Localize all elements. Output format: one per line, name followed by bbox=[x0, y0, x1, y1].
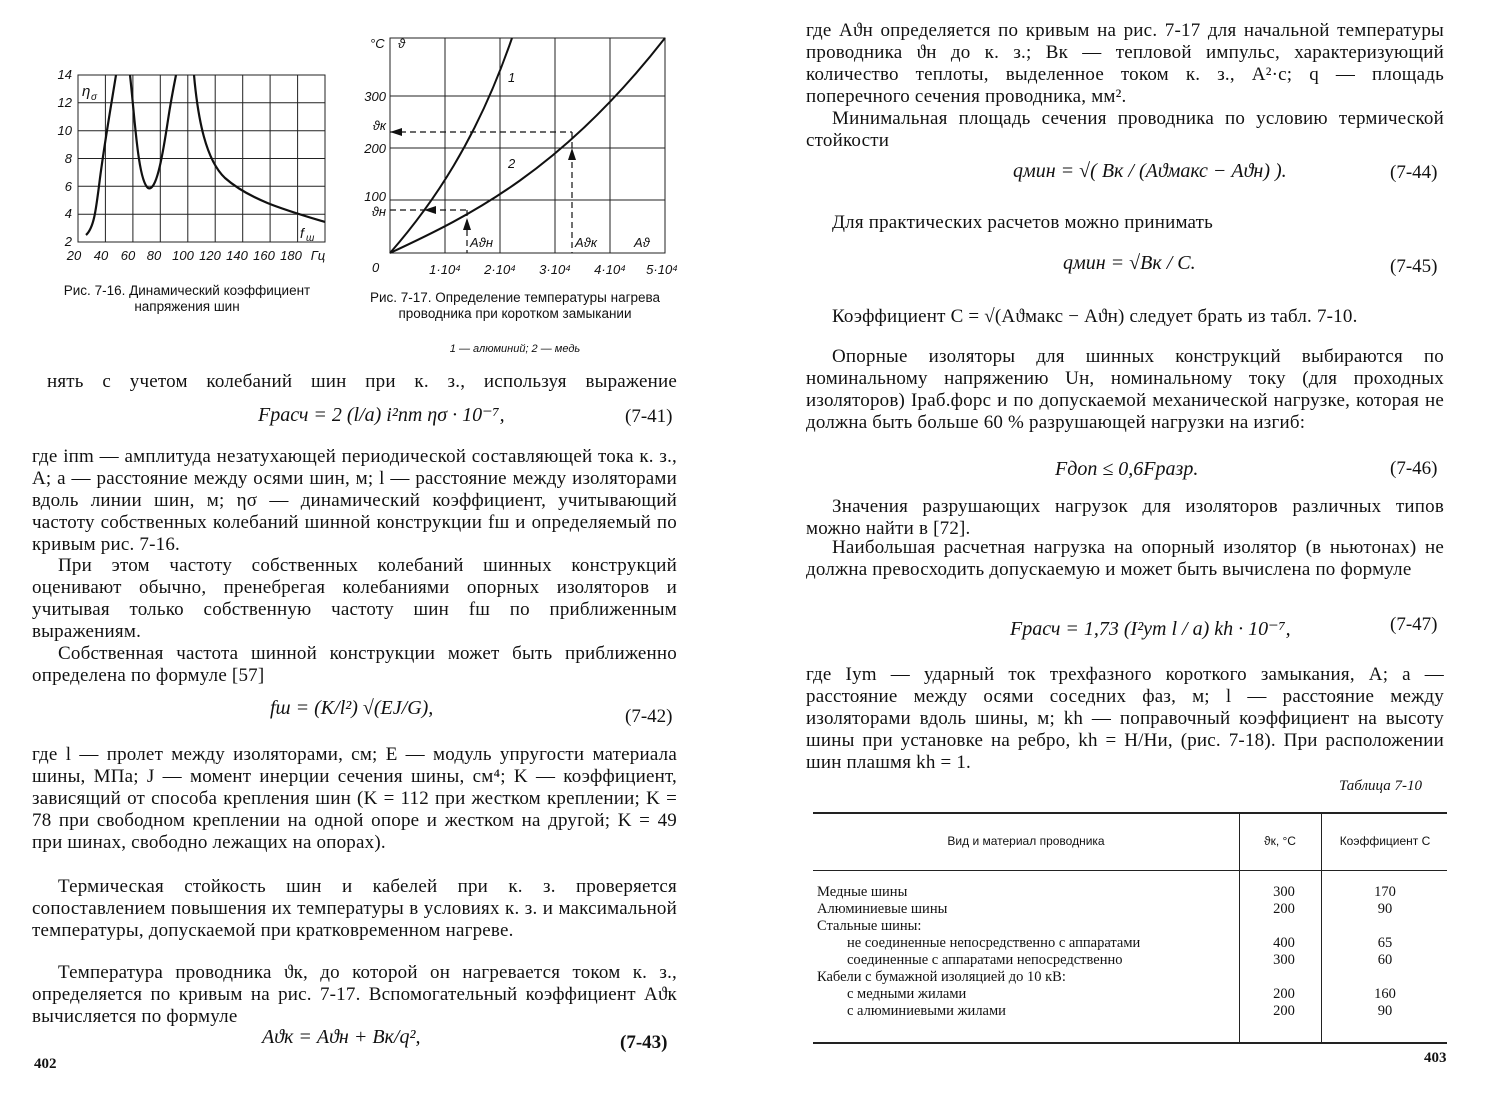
fig716-xtick: 120 bbox=[199, 248, 221, 263]
fig717-y-symbol: ϑ bbox=[398, 36, 406, 51]
equation-7-42: fш = (K/l²) √(EJ/G), bbox=[270, 697, 434, 719]
fig716-curve bbox=[86, 75, 325, 235]
fig717-xtick: 2·10⁴ bbox=[484, 262, 516, 277]
fig717-curves bbox=[390, 38, 665, 253]
table-cell: с медными жилами bbox=[847, 986, 967, 1002]
paragraph: нять с учетом колебаний шин при к. з., используя выражение bbox=[47, 371, 677, 392]
table-row bbox=[813, 918, 1447, 935]
table-row bbox=[813, 901, 1447, 918]
fig717-zero: 0 bbox=[372, 260, 380, 275]
fig717-mark-ak: Aϑк bbox=[575, 235, 597, 250]
equation-7-44: qмин = √( Bк / (Aϑмакс − Aϑн) ). bbox=[1013, 160, 1287, 182]
table-row bbox=[813, 935, 1447, 952]
table-cell: 90 bbox=[1377, 901, 1393, 917]
paragraph: Коэффициент C = √(Aϑмакс − Aϑн) следует брать из табл. 7-10. bbox=[832, 306, 1358, 327]
fig717-arrows bbox=[390, 128, 576, 230]
fig717-x-label: Aϑ bbox=[634, 235, 650, 250]
table-cell: 400 bbox=[1273, 935, 1295, 951]
equation-number: (7-46) bbox=[1390, 458, 1438, 479]
fig716-x-symbol-sub: ш bbox=[306, 233, 315, 244]
paragraph: где l — пролет между изоляторами, см; E — модуль упругости материала шины, МПа; J — момент инерции сечения шины, см⁴; K — коэффициент, зависящий от способа крепления шин (K = 112 при жестком креплении; K = 78 при свободном креплении на одной опоре и жестком на другой; K = 49 при шинах, свободно лежащих на опорах). bbox=[32, 744, 677, 853]
table-cell: 160 bbox=[1374, 986, 1396, 1002]
table-header-cell: Вид и материал проводника bbox=[947, 834, 1105, 848]
equation-7-41: Fрасч = 2 (l/a) i²пm ησ · 10⁻⁷, bbox=[258, 404, 505, 426]
paragraph: Опорные изоляторы для шинных конструкций выбираются по номинальному напряжению Uн, номинальному току (для проходных изоляторов) Iраб.форс и по допускаемой механической нагрузке, которая не должна быть больше 60 % разрушающей нагрузки на изгиб: bbox=[806, 346, 1444, 433]
page-number: 403 bbox=[1424, 1050, 1447, 1066]
paragraph: Значения разрушающих нагрузок для изоляторов различных типов можно найти в [72]. bbox=[806, 496, 1444, 539]
fig717-ytick: 100 bbox=[364, 189, 386, 204]
figure-7-16-caption: Рис. 7-16. Динамический коэффициент напряжения шин bbox=[63, 283, 311, 314]
fig717-xtick: 3·10⁴ bbox=[539, 262, 571, 277]
fig716-ytick: 4 bbox=[64, 206, 72, 221]
figure-7-16 bbox=[50, 60, 340, 275]
fig717-xtick: 4·10⁴ bbox=[594, 262, 626, 277]
fig717-curve-label-1: 1 bbox=[508, 70, 516, 85]
table-cell: соединенные с аппаратами непосредственно bbox=[847, 952, 1123, 968]
fig717-mark-an: Aϑн bbox=[470, 235, 493, 250]
fig716-xtick: 160 bbox=[253, 248, 275, 263]
table-header-cell: Коэффициент C bbox=[1339, 834, 1431, 848]
table-cell: не соединенные непосредственно с аппаратами bbox=[847, 935, 1141, 951]
fig716-xtick: 80 bbox=[146, 248, 162, 263]
table-7-10 bbox=[813, 812, 1447, 1044]
fig716-x-unit: Гц bbox=[310, 248, 326, 263]
table-cell: Медные шины bbox=[817, 884, 908, 900]
paragraph: Термическая стойкость шин и кабелей при к. з. проверяется сопоставлением повышения их температуры в условиях к. з. и максимальной температуры, допускаемой при кратковременном нагреве. bbox=[32, 876, 677, 941]
equation-7-45: qмин = √Bк / C. bbox=[1063, 252, 1196, 274]
fig716-y-ticks bbox=[58, 67, 73, 249]
table-cell: Стальные шины: bbox=[817, 918, 922, 934]
table-cell: 65 bbox=[1377, 935, 1393, 951]
paragraph: Собственная частота шинной конструкции может быть приближенно определена по формуле [57] bbox=[32, 643, 677, 686]
figure-7-17 bbox=[362, 30, 682, 280]
fig716-ytick: 2 bbox=[64, 234, 72, 249]
paragraph: Наибольшая расчетная нагрузка на опорный изолятор (в ньютонах) не должна превосходить допускаемую и может быть вычислена по формуле bbox=[806, 537, 1444, 580]
fig716-xtick: 180 bbox=[280, 248, 302, 263]
fig717-y-marker-k: ϑк bbox=[372, 118, 386, 133]
table-cell: 200 bbox=[1273, 986, 1295, 1002]
fig716-ytick: 10 bbox=[57, 123, 72, 138]
table-cell: Алюминиевые шины bbox=[817, 901, 948, 917]
fig716-ytick: 6 bbox=[64, 179, 72, 194]
equation-number: (7-43) bbox=[620, 1032, 668, 1053]
paragraph: где iпm — амплитуда незатухающей периодической составляющей тока к. з., А; a — расстояние между осями шин, м; l — расстояние между изоляторами вдоль линии шин, м; ησ — динамический коэффициент, учитывающий частоту собственных колебаний шинной конструкции fш и определяемый по кривым рис. 7-16. bbox=[32, 446, 677, 555]
equation-number: (7-41) bbox=[625, 406, 673, 427]
fig716-x-symbol: f bbox=[300, 225, 304, 241]
fig717-y-marker-n: ϑн bbox=[371, 204, 386, 219]
table-cell: с алюминиевыми жилами bbox=[847, 1003, 1006, 1019]
fig716-ytick: 12 bbox=[57, 95, 72, 110]
table-cell: 300 bbox=[1273, 884, 1295, 900]
fig717-curve-2 bbox=[390, 38, 665, 253]
equation-number: (7-44) bbox=[1390, 162, 1438, 183]
paragraph: Температура проводника ϑк, до которой он нагревается током к. з., определяется по кривым на рис. 7-17. Вспомогательный коэффициент Aϑк вычисляется по формуле bbox=[32, 962, 677, 1027]
fig716-ytick: 8 bbox=[64, 151, 72, 166]
page-number: 402 bbox=[34, 1056, 57, 1072]
table-cell: 170 bbox=[1374, 884, 1396, 900]
fig717-xtick: 5·10⁴ bbox=[646, 262, 678, 277]
right-page bbox=[743, 0, 1487, 1093]
fig716-xtick: 100 bbox=[172, 248, 194, 263]
fig716-xtick: 140 bbox=[226, 248, 248, 263]
paragraph: Для практических расчетов можно принимать bbox=[832, 212, 1214, 233]
fig716-y-symbol: η bbox=[82, 83, 91, 100]
table-title: Таблица 7-10 bbox=[1339, 778, 1422, 794]
fig716-xtick: 20 bbox=[66, 248, 82, 263]
fig717-ytick: 200 bbox=[364, 141, 386, 156]
fig716-grid bbox=[78, 75, 325, 242]
fig717-xtick: 1·10⁴ bbox=[429, 262, 461, 277]
table-row bbox=[813, 1003, 1447, 1020]
paragraph: При этом частоту собственных колебаний шинных конструкций оценивают обычно, пренебрегая колебаниями опорных изоляторов и учитывая только собственную частоту шин fш по приближенным выражениям. bbox=[32, 555, 677, 642]
table-cell: Кабели с бумажной изоляцией до 10 кВ: bbox=[817, 969, 1066, 985]
fig716-y-symbol-sub: σ bbox=[91, 92, 98, 103]
paragraph: где Iуm — ударный ток трехфазного короткого замыкания, А; a — расстояние между осями соседних фаз, м; l — расстояние между изоляторами вдоль шины, м; kh — поправочный коэффициент на высоту шины при установке на ребро, kh = H/Hи, (рис. 7-18). При расположении шин плашмя kh = 1. bbox=[806, 664, 1444, 773]
equation-7-43: Aϑк = Aϑн + Bк/q², bbox=[262, 1026, 421, 1048]
fig716-ytick: 14 bbox=[57, 67, 72, 82]
figure-7-17-caption: Рис. 7-17. Определение температуры нагрева проводника при коротком замыкании bbox=[369, 290, 661, 321]
fig717-curve-1 bbox=[390, 38, 512, 253]
equation-number: (7-47) bbox=[1390, 614, 1438, 635]
equation-number: (7-42) bbox=[625, 706, 673, 727]
fig717-grid bbox=[390, 38, 665, 253]
table-cell: 90 bbox=[1377, 1003, 1393, 1019]
table-cell: 300 bbox=[1273, 952, 1295, 968]
equation-7-46: Fдоп ≤ 0,6Fразр. bbox=[1055, 458, 1199, 480]
figure-7-17-subcaption: 1 — алюминий; 2 — медь bbox=[449, 343, 581, 355]
left-page bbox=[0, 0, 743, 1093]
table-cell: 60 bbox=[1377, 952, 1393, 968]
table-row bbox=[813, 986, 1447, 1003]
fig716-xtick: 60 bbox=[120, 248, 136, 263]
table-row bbox=[813, 884, 1447, 901]
fig717-ytick: 300 bbox=[364, 89, 386, 104]
table-header-cell: ϑк, °C bbox=[1264, 834, 1296, 848]
table-row bbox=[813, 969, 1447, 986]
table-row bbox=[813, 952, 1447, 969]
equation-7-47: Fрасч = 1,73 (I²уm l / a) kh · 10⁻⁷, bbox=[1010, 618, 1291, 640]
table-cell: 200 bbox=[1273, 1003, 1295, 1019]
paragraph: Минимальная площадь сечения проводника по условию термической стойкости bbox=[806, 108, 1444, 151]
fig716-x-ticks bbox=[66, 248, 325, 263]
fig716-xtick: 40 bbox=[93, 248, 109, 263]
paragraph: где Aϑн определяется по кривым на рис. 7-17 для начальной температуры проводника ϑн до к. з.; Bк — тепловой импульс, характеризующий количество теплоты, выделенное током к. з., А²·с; q — площадь поперечного сечения проводника, мм². bbox=[806, 20, 1444, 107]
fig717-y-unit: °C bbox=[370, 36, 385, 51]
equation-number: (7-45) bbox=[1390, 256, 1438, 277]
table-cell: 200 bbox=[1273, 901, 1295, 917]
fig717-curve-label-2: 2 bbox=[508, 156, 516, 171]
